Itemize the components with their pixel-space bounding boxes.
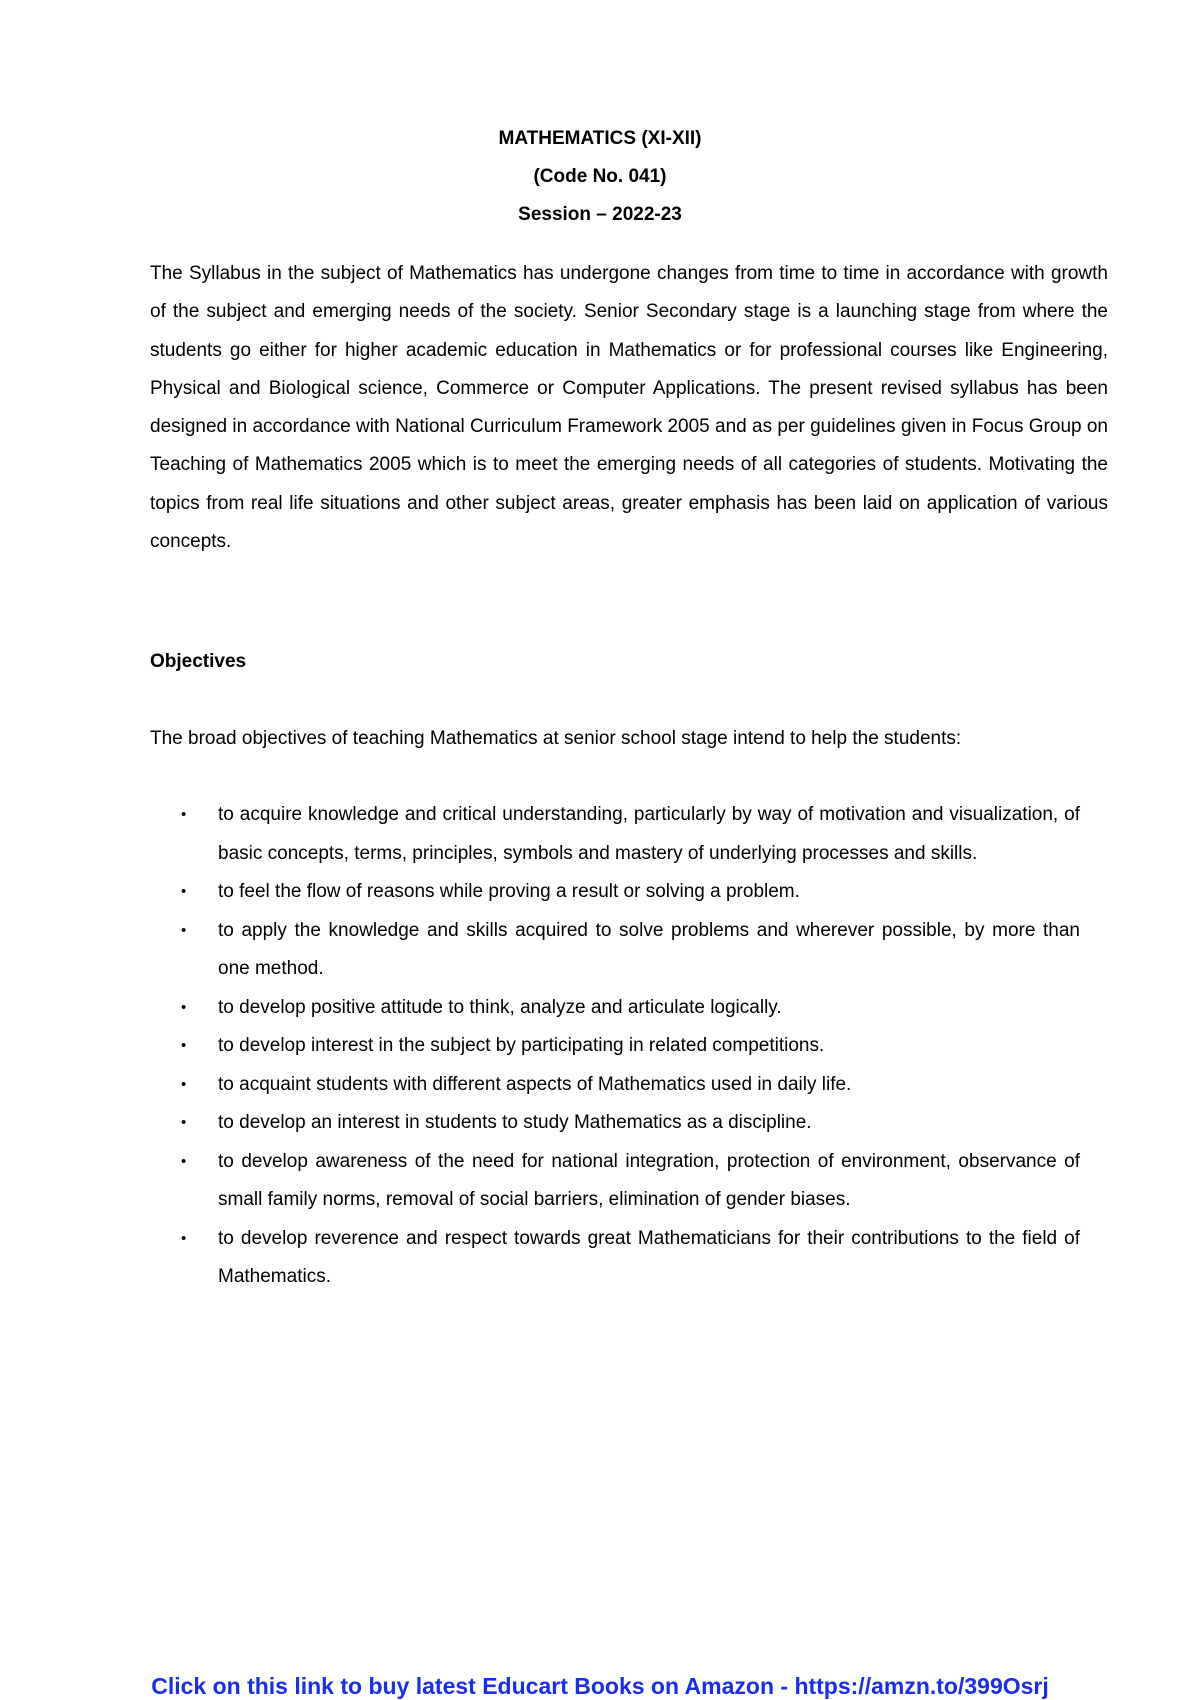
bullet-icon: • [181,1229,187,1247]
bullet-icon: • [181,1075,187,1093]
list-item [150,1104,1080,1143]
bullet-icon: • [181,1037,187,1054]
list-item-text: to develop awareness of the need for national integration, protection of environment, observance of small family norms, removal of social barriers, elimination of gender biases. [218,1150,1080,1210]
list-item-text: to develop positive attitude to think, analyze and articulate logically. [218,996,782,1018]
session-label: Session – 2022-23 [518,204,682,225]
list-item [150,1066,1080,1105]
objectives-lead: The broad objectives of teaching Mathematics at senior school stage intend to help the students: [150,728,962,749]
bullet-icon: • [181,883,187,900]
objectives-heading: Objectives [150,651,247,672]
list-item [150,1027,1080,1066]
list-item-text: to develop reverence and respect towards great Mathematicians for their contributions to the field of Mathematics. [218,1227,1080,1287]
bullet-icon: • [181,998,187,1016]
bullet-icon: • [181,806,187,823]
list-item [150,989,1080,1028]
list-item [150,1143,1080,1220]
list-item [150,796,1080,873]
list-item [150,912,1080,989]
list-item-text: to develop interest in the subject by participating in related competitions. [218,1035,825,1056]
list-item-text: to acquaint students with different aspects of Mathematics used in daily life. [218,1073,852,1095]
bullet-icon: • [181,921,187,939]
title-block [0,120,1200,234]
intro-paragraph: The Syllabus in the subject of Mathematics has undergone changes from time to time in accordance with growth of the subject and emerging needs of the society. Senior Secondary stage is a launching stage from where the students go either for higher academic education in Mathematics or for professional courses like Engineering, Physical and Biological science, Commerce or Computer Applications. The present revised syllabus has been designed in accordance with National Curriculum Framework 2005 and as per guidelines given in Focus Group on Teaching of Mathematics 2005 which is to meet the emerging needs of all categories of students. Motivating the topics from real life situations and other subject areas, greater emphasis has been laid on application of various concepts. [150,263,1108,553]
list-item [150,1220,1080,1297]
bullet-icon: • [181,1152,187,1170]
subject-title: MATHEMATICS (XI-XII) [498,128,702,149]
amazon-promo-link[interactable]: Click on this link to buy latest Educart Books on Amazon - https://amzn.to/399Osrj [151,1673,1049,1699]
list-item [150,873,1080,912]
list-item-text: to develop an interest in students to study Mathematics as a discipline. [218,1112,812,1133]
objectives-list [150,796,1080,1297]
list-item-text: to feel the flow of reasons while proving a result or solving a problem. [218,881,800,902]
bullet-icon: • [181,1114,187,1131]
list-item-text: to acquire knowledge and critical understanding, particularly by way of motivation and visualization, of basic concepts, terms, principles, symbols and mastery of underlying processes and skills. [218,804,1080,864]
list-item-text: to apply the knowledge and skills acquired to solve problems and wherever possible, by more than one method. [218,919,1080,979]
subject-code: (Code No. 041) [533,166,667,187]
